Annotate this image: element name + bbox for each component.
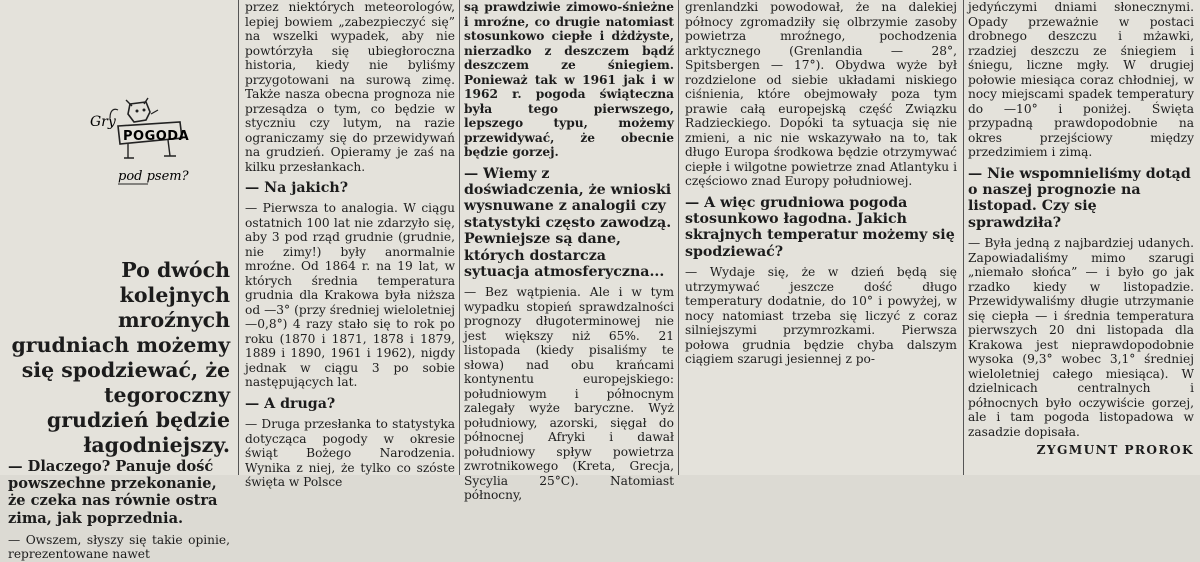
article-lead: Po dwóch kolejnych mroźnych grudniach możemy się spodziewać, że tegoroczny grudzień będzie łagodniejszy. [11, 258, 230, 457]
paragraph: — Owszem, słyszy się takie opinie, reprezentowane nawet [8, 532, 230, 562]
column-rule [459, 0, 460, 475]
question: — Nie wspomnieliśmy dotąd o naszej prognozie na listopad. Czy się sprawdziła? [968, 165, 1191, 231]
svg-text:pod psem?: pod psem? [118, 169, 189, 184]
column-rule [238, 0, 239, 475]
column-2 [243, 0, 457, 490]
column-rule [678, 0, 679, 475]
column-3 [462, 0, 676, 503]
weather-logo [8, 0, 230, 258]
paragraph: są prawdziwie zimowo-śnieżne i mroźne, co drugie natomiast stosunkowo ciepłe i dżdżyste, nierzadko z deszczem bądź deszczem ze śniegiem. Ponieważ tak w 1961 jak i w 1962 r. pogoda świąteczna była tego pierwszego, lepszego typu, możemy przewidywać, że obecnie będzie gorzej. [464, 0, 674, 159]
column-4 [681, 0, 961, 475]
svg-text:Gry: Gry [90, 114, 116, 130]
paragraph: jedyńczymi dniami słonecznymi. Opady przeważnie w postaci drobnego deszczu i mżawki, rzadziej deszczu ze śniegiem i śniegu, liczne mgły. W drugiej połowie miesiąca coraz chłodniej, w nocy miejscami spadek temperatury do —10° i poniżej. Święta przypadną prawdopodobnie na okres przejściowy między przedzimiem i zimą. [968, 0, 1194, 159]
pogoda-dog-logo-icon [88, 98, 188, 218]
paragraph: — Druga przesłanka to statystyka dotycząca pogody w okresie świąt Bożego Narodzenia. Wynika z niej, że tylko co szóste święta w Polsce [245, 417, 455, 490]
question: — A druga? [245, 395, 336, 412]
paragraph: grenlandzki powodował, że na dalekiej północy zgromadziły się olbrzymie zasoby powietrza mroźnego, pochodzenia arktycznego (Grenlandia — 28°, Spitsbergen — 17°). Obydwa wyże był rozdzielone od siebie układami niskiego ciśnienia, które obejmowały poza tym prawie całą europejską część Związku Radzieckiego. Dopóki ta sytuacja się nie zmieni, a nic nie wskazywało na to, tak długo Europa środkowa będzie otrzymywać ciepłe i wilgotne powietrze znad Atlantyku i częściowo znad Europy południowej. [685, 0, 957, 188]
question: — Wiemy z doświadczenia, że wnioski wysnuwane z analogii czy statystyki często zawodzą. Pewniejsze są dane, których dostarcza sytuacja atmosferyczna... [464, 165, 672, 280]
column-1 [2, 0, 234, 562]
paragraph: — Pierwsza to analogia. W ciągu ostatnich 100 lat nie zdarzyło się, aby 3 pod rząd grudnie (grudnie, nie zimy!) były anormalnie mroźne. Od 1864 r. na 19 lat, w których średnia temperatura grudnia dla Krakowa była niższa od —3° (przy średniej wieloletniej —0,8°) 4 razy stało się to rok po roku (1870 i 1871, 1878 i 1879, 1889 i 1890, 1961 i 1962), nigdy jednak w ciągu 3 po sobie następujących lat. [245, 201, 455, 390]
author-signature: ZYGMUNT PROROK [1036, 443, 1194, 458]
paragraph: — Wydaje się, że w dzień będą się utrzymywać jeszcze dość długo temperatury dodatnie, do 10° i powyżej, w nocy natomiast trzeba się liczyć z coraz silniejszymi przymrozkami. Pierwsza połowa grudnia będzie chyba dalszym ciągiem szarugi jesiennej z po- [685, 265, 957, 367]
paragraph: — Bez wątpienia. Ale i w tym wypadku stopień sprawdzalności prognozy długoterminowej nie jest większy niż 65%. 21 listopada (kiedy pisaliśmy te słowa) nad obu krańcami kontynentu europejskiego: południowym i północnym zalegały wyże baryczne. Wyż południowy, azorski, sięgał do północnej Afryki i dawał południowy spływ powietrza zwrotnikowego (Kreta, Grecja, Sycylia 25°C). Natomiast północny, [464, 285, 674, 503]
column-5 [966, 0, 1196, 475]
question: — A więc grudniowa pogoda stosunkowo łagodna. Jakich skrajnych temperatur możemy się spodziewać? [685, 194, 955, 260]
question: — Dlaczego? Panuje dość powszechne przekonanie, że czeka nas równie ostra zima, jak poprzednia. [8, 458, 218, 527]
paragraph: przez niektórych meteorologów, lepiej bowiem „zabezpieczyć się” na wszelki wypadek, aby nie powtórzyła się ubiegłoroczna historia, kiedy nie byliśmy przygotowani na surową zimę. Także nasza obecna prognoza nie przesądza o tym, co będzie w styczniu czy lutym, na razie ograniczamy się do przewidywań na grudzień. Opieramy je zaś na kilku przesłankach. [245, 0, 455, 174]
column-rule [963, 0, 964, 475]
question: — Na jakich? [245, 180, 349, 196]
svg-text:POGODA: POGODA [123, 129, 190, 144]
paragraph: — Była jedną z najbardziej udanych. Zapowiadaliśmy mimo szarugi „niemało słońca” — i było go jak rzadko kiedy w listopadzie. Przewidywaliśmy długie utrzymanie się ciepła — i średnia temperatura pierwszych 20 dni listopada dla Krakowa jest nieprawdopodobnie wysoka (9,3° wobec 3,1° średniej wieloletniej całego miesiąca). W dzielnicach centralnych i północnych było oczywiście gorzej, ale i tam pogoda listopadowa w zasadzie dopisała. [968, 236, 1194, 439]
